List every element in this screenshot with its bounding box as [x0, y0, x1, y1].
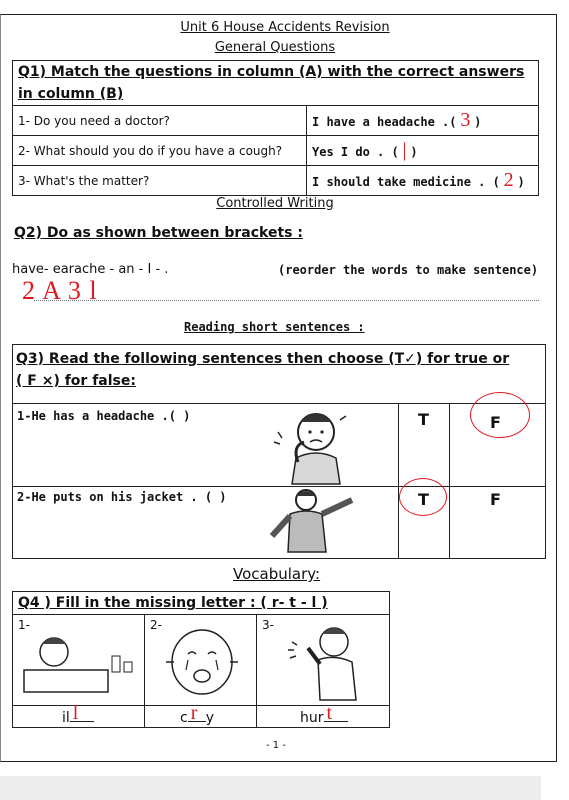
q4-word-hurt: [300, 702, 348, 726]
q3-row1-false: F: [490, 413, 501, 432]
answer-circle: [470, 392, 530, 438]
blank-field[interactable]: [324, 702, 348, 724]
boy-jacket-illustration: [268, 486, 358, 558]
worksheet-title: Unit 6 House Accidents Revision: [180, 20, 390, 35]
q1-answer-text: Yes I do . (: [312, 145, 399, 159]
divider: [256, 614, 257, 728]
q4-item-1-number: 1-: [18, 618, 30, 632]
section-vocabulary: Vocabulary:: [233, 565, 321, 583]
answer-dotted-line: [34, 300, 539, 301]
handwritten-answer: 2: [503, 169, 514, 191]
answer-circle: [399, 478, 447, 516]
blank-field[interactable]: [70, 702, 94, 724]
q1-question-2: 2- What should you do if you have a cough?: [13, 136, 307, 166]
section-reading: Reading short sentences :: [184, 320, 365, 334]
worksheet-subtitle: General Questions: [214, 40, 336, 55]
q2-handwritten-answer: 2 A 3 l: [22, 276, 98, 305]
handwritten-answer: 3: [460, 109, 471, 131]
hurt-man-illustration: [264, 620, 384, 704]
q1-question-3: 3- What's the matter?: [13, 166, 307, 196]
divider: [12, 614, 390, 615]
blank-field[interactable]: [188, 702, 206, 724]
table-row: [13, 166, 539, 196]
q1-answer-2: [307, 136, 539, 166]
q3-row2-false: F: [490, 490, 501, 509]
q1-answer-1: [307, 106, 539, 136]
q1-title-line1: Q1) Match the questions in column (A) with the correct answers: [18, 64, 525, 80]
q1-title: [13, 61, 539, 106]
handwritten-answer: |: [402, 139, 407, 161]
q1-answer-text: I should take medicine . (: [312, 175, 500, 189]
page-number: - 1 -: [266, 740, 286, 751]
q3-sentence-1: 1-He has a headache .( ): [17, 409, 191, 423]
table-row: [13, 106, 539, 136]
q1-answer-3: [307, 166, 539, 196]
q2-title: Q2) Do as shown between brackets :: [14, 225, 303, 241]
q3-sentence-2: 2-He puts on his jacket . ( ): [17, 490, 227, 504]
word-suffix: y: [205, 710, 214, 726]
table-row: [13, 136, 539, 166]
divider: [12, 705, 390, 706]
q4-item-3-number: 3-: [262, 618, 274, 632]
sick-in-bed-illustration: [20, 622, 138, 702]
bracket-close: ): [517, 175, 525, 189]
word-prefix: hur: [300, 710, 324, 726]
bottom-strip: [0, 776, 541, 800]
q4-title: Q4 ) Fill in the missing letter : ( r- t - l ): [18, 595, 328, 611]
handwritten-letter: r: [190, 702, 198, 724]
divider: [398, 403, 399, 559]
word-prefix: il: [62, 710, 70, 726]
q3-title: Q3) Read the following sentences then choose (T✓) for true or ( F ×) for false:: [16, 351, 510, 389]
divider: [144, 614, 145, 728]
handwritten-letter: t: [326, 702, 333, 724]
q1-table: [12, 60, 539, 196]
bracket-close: ): [474, 115, 482, 129]
crying-face-illustration: [152, 622, 252, 702]
q3-row1-true: T: [418, 410, 429, 429]
q4-item-2-number: 2-: [150, 618, 162, 632]
q2-words: have- earache - an - I - .: [12, 262, 169, 277]
q1-answer-text: I have a headache .(: [312, 115, 457, 129]
boy-headache-illustration: [270, 402, 360, 486]
divider: [449, 403, 450, 559]
bracket-close: ): [410, 145, 418, 159]
q3-row2-true: T: [418, 490, 429, 509]
q1-question-1: 1- Do you need a doctor?: [13, 106, 307, 136]
q1-title-line2: in column (B): [18, 86, 124, 102]
q4-word-ill: [62, 702, 94, 726]
section-controlled-writing: Controlled Writing: [216, 196, 334, 211]
q2-instruction: (reorder the words to make sentence): [278, 263, 539, 277]
q4-word-cry: [180, 702, 214, 726]
word-prefix: c: [180, 710, 188, 726]
handwritten-letter: l: [72, 702, 79, 724]
